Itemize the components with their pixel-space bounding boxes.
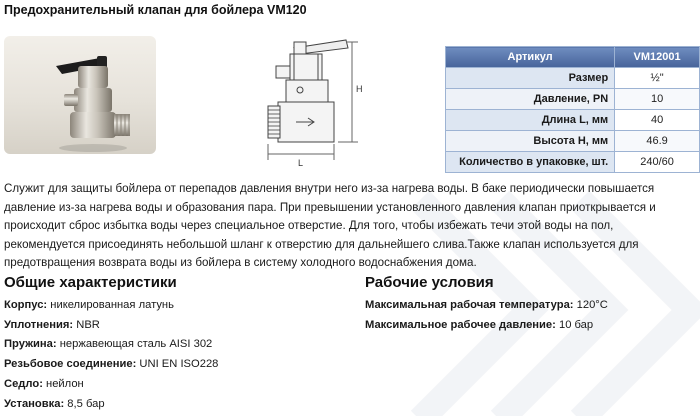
spec-row (446, 89, 700, 110)
general-properties (4, 296, 218, 414)
property-item (4, 355, 218, 375)
spec-value: 46.9 (615, 131, 700, 152)
property-item (4, 395, 218, 415)
property-value: 10 бар (555, 318, 594, 331)
product-photo (4, 36, 156, 154)
property-value: UNI EN ISO228 (136, 358, 219, 371)
property-label: Корпус: (4, 299, 48, 311)
spec-value: 10 (615, 89, 700, 110)
spec-key: Количество в упаковке, шт. (446, 152, 615, 173)
operating-properties (365, 296, 608, 335)
property-label: Максимальная рабочая температура: (365, 299, 574, 311)
page-title: Предохранительный клапан для бойлера VM120 (4, 3, 307, 17)
property-value: нержавеющая сталь AISI 302 (56, 338, 213, 351)
property-value: 8,5 бар (64, 397, 105, 410)
property-label: Максимальное рабочее давление: (365, 318, 556, 331)
spec-header-value: VM12001 (615, 47, 700, 68)
dimension-l-label: L (298, 158, 304, 168)
technical-drawing (234, 30, 374, 170)
property-value: никелированная латунь (47, 299, 174, 311)
spec-key: Давление, PN (446, 89, 615, 110)
dimension-h-label: H (356, 84, 363, 94)
spec-value: ½" (615, 68, 700, 89)
operating-heading: Рабочие условия (365, 274, 494, 291)
spec-value: 240/60 (615, 152, 700, 173)
property-item (4, 316, 218, 336)
property-label: Уплотнения: (4, 318, 74, 331)
product-description: Служит для защиты бойлера от перепадов давления внутри него из-за нагрева воды. В баке периодически повышается давление из-за нагрева воды и образования пара. При превышении установленного давления клапан приоткрывается и происходит сброс избытка воды через специальное отверстие. Для того, чтобы избежать течи этой воды на пол, рекомендуется присоединять небольшой шланг к отверстию для дальнейшего слива.Также клапан используется для предотвращения возврата воды из бойлера в систему холодного водоснабжения дома. (4, 182, 656, 269)
property-value: NBR (73, 318, 100, 331)
spec-header-key: Артикул (446, 47, 615, 68)
spec-key: Размер (446, 68, 615, 89)
spec-row (446, 110, 700, 131)
spec-key: Длина L, мм (446, 110, 615, 131)
property-label: Седло: (4, 377, 43, 390)
property-item (365, 296, 608, 316)
property-label: Установка: (4, 397, 65, 410)
spec-table-header (446, 47, 700, 68)
property-item (4, 375, 218, 395)
spec-row (446, 68, 700, 89)
spec-key: Высота H, мм (446, 131, 615, 152)
spec-value: 40 (615, 110, 700, 131)
property-label: Пружина: (4, 338, 57, 351)
property-value: нейлон (42, 377, 84, 390)
property-label: Резьбовое соединение: (4, 358, 137, 371)
property-item (365, 316, 608, 336)
spec-table (445, 46, 700, 173)
general-heading: Общие характеристики (4, 274, 177, 291)
property-value: 120°C (573, 299, 608, 311)
spec-row (446, 152, 700, 173)
property-item (4, 335, 218, 355)
property-item (4, 296, 218, 316)
spec-row (446, 131, 700, 152)
